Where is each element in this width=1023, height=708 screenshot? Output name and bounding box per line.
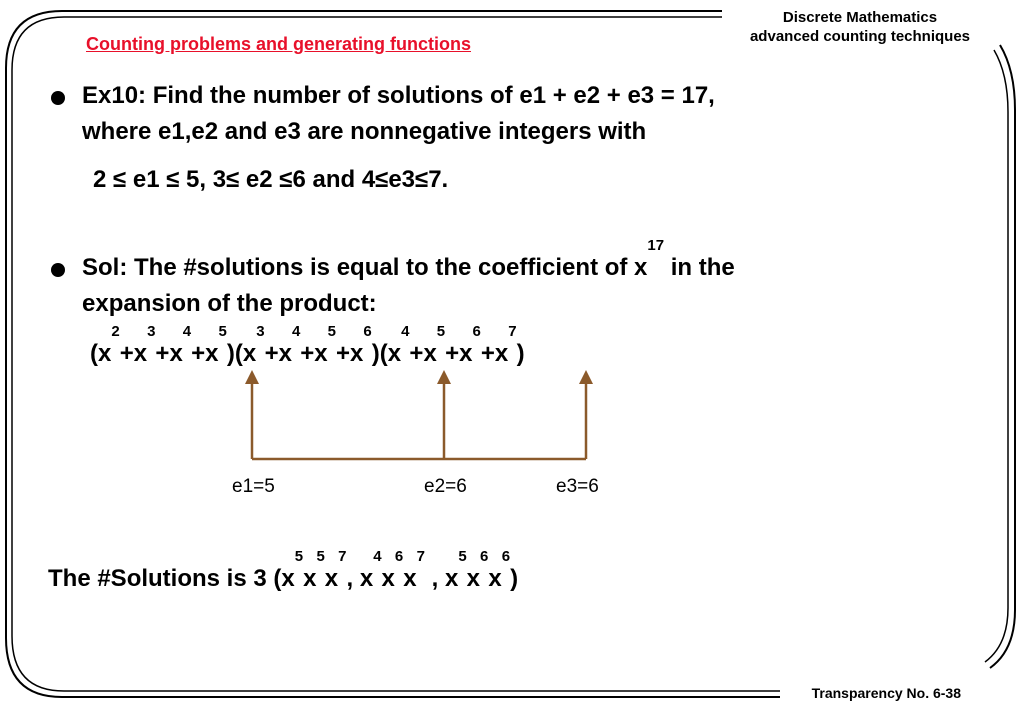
constraints-line: 2 ≤ e1 ≤ 5, 3≤ e2 ≤6 and 4≤e3≤7. xyxy=(93,166,449,193)
exponent: 6 xyxy=(472,323,481,340)
variable: x xyxy=(281,565,295,592)
exponent: 6 xyxy=(394,548,404,565)
solution-term-3 xyxy=(444,548,511,592)
exponent: 4 xyxy=(401,323,410,340)
solution-term-1 xyxy=(281,548,347,592)
example-line1: Ex10: Find the number of solutions of e1 + e2 + e3 = 17, xyxy=(82,82,715,109)
label-e2: e2=6 xyxy=(424,476,467,497)
variable: x xyxy=(205,340,219,367)
variable: x xyxy=(303,565,317,592)
paren: ) xyxy=(516,340,525,367)
exponent: 5 xyxy=(327,323,336,340)
example-line2: where e1,e2 and e3 are nonnegative integers with xyxy=(82,118,647,145)
variable: x xyxy=(494,340,509,367)
bullet-icon xyxy=(51,263,65,277)
variable: x xyxy=(466,565,481,592)
plus-sign: + xyxy=(445,340,460,367)
exponent: 7 xyxy=(416,548,425,565)
exponent: 7 xyxy=(508,323,517,340)
plus-sign: + xyxy=(336,340,351,367)
course-line2: advanced counting techniques xyxy=(749,28,971,45)
generating-product xyxy=(90,323,525,372)
plus-sign: + xyxy=(300,340,315,367)
variable: x xyxy=(359,565,374,592)
exponent: 5 xyxy=(294,548,304,565)
plus-sign: + xyxy=(409,340,424,367)
separator: , xyxy=(424,565,445,592)
plus-sign: + xyxy=(191,340,206,367)
variable: x xyxy=(403,565,417,592)
exponent: 6 xyxy=(501,548,511,565)
paren: ) xyxy=(371,340,380,367)
variable: x xyxy=(350,340,364,367)
exponent: 6 xyxy=(363,323,372,340)
exponent: 5 xyxy=(218,323,227,340)
solution-line1: Sol: The #solutions is equal to the coefficient of $x^{17}$ in the xyxy=(82,237,735,281)
conclusion-text xyxy=(48,548,519,597)
variable: x xyxy=(314,340,328,367)
plus-sign: + xyxy=(480,340,495,367)
exponent: 3 xyxy=(256,323,265,340)
plus-sign: + xyxy=(264,340,279,367)
conclusion-prefix: The #Solutions is 3 ( xyxy=(48,565,282,592)
plus-sign: + xyxy=(155,340,170,367)
exponent: 2 xyxy=(111,323,120,340)
exponent: 5 xyxy=(316,548,325,565)
variable: x xyxy=(423,340,437,367)
exponent: 6 xyxy=(480,548,489,565)
variable: x xyxy=(98,340,112,367)
variable: x xyxy=(242,340,257,367)
course-line1: Discrete Mathematics xyxy=(782,9,938,26)
exponent: 4 xyxy=(291,323,301,340)
variable: x xyxy=(324,565,339,592)
label-e1: e1=5 xyxy=(232,476,275,497)
plus-sign: + xyxy=(119,340,134,367)
solution-term-2 xyxy=(359,548,425,592)
solution-text xyxy=(82,237,735,322)
variable: x xyxy=(444,565,459,592)
exponent: 5 xyxy=(458,548,467,565)
factor-3 xyxy=(379,323,525,367)
variable: x xyxy=(387,340,402,367)
exponent: 4 xyxy=(373,548,382,565)
paren: ( xyxy=(234,340,243,367)
bullet-icon xyxy=(51,91,65,105)
example-text xyxy=(82,78,715,150)
exponent: 3 xyxy=(147,323,156,340)
exponent: 7 xyxy=(338,548,347,565)
paren: ( xyxy=(379,340,388,367)
solution-line2: expansion of the product: xyxy=(82,290,377,317)
variable: x xyxy=(381,565,395,592)
slide-title: Counting problems and generating functions xyxy=(86,34,471,54)
variable: x xyxy=(488,565,502,592)
paren: ) xyxy=(226,340,235,367)
frame-right-inner xyxy=(985,50,1008,662)
arrows xyxy=(245,370,593,459)
variable: x xyxy=(459,340,473,367)
paren: ( xyxy=(90,340,98,367)
variable: x xyxy=(278,340,292,367)
exponent: 5 xyxy=(436,323,446,340)
factor-1 xyxy=(90,323,235,367)
variable: x xyxy=(169,340,183,367)
course-header xyxy=(700,8,1020,46)
exponent: 4 xyxy=(182,323,192,340)
label-e3: e3=6 xyxy=(556,476,599,497)
transparency-number: Transparency No. 6-38 xyxy=(811,685,961,701)
separator: , xyxy=(346,565,360,592)
factor-2 xyxy=(234,323,380,367)
frame-right xyxy=(990,45,1015,668)
conclusion-suffix: ) xyxy=(510,565,519,592)
variable: x xyxy=(133,340,148,367)
